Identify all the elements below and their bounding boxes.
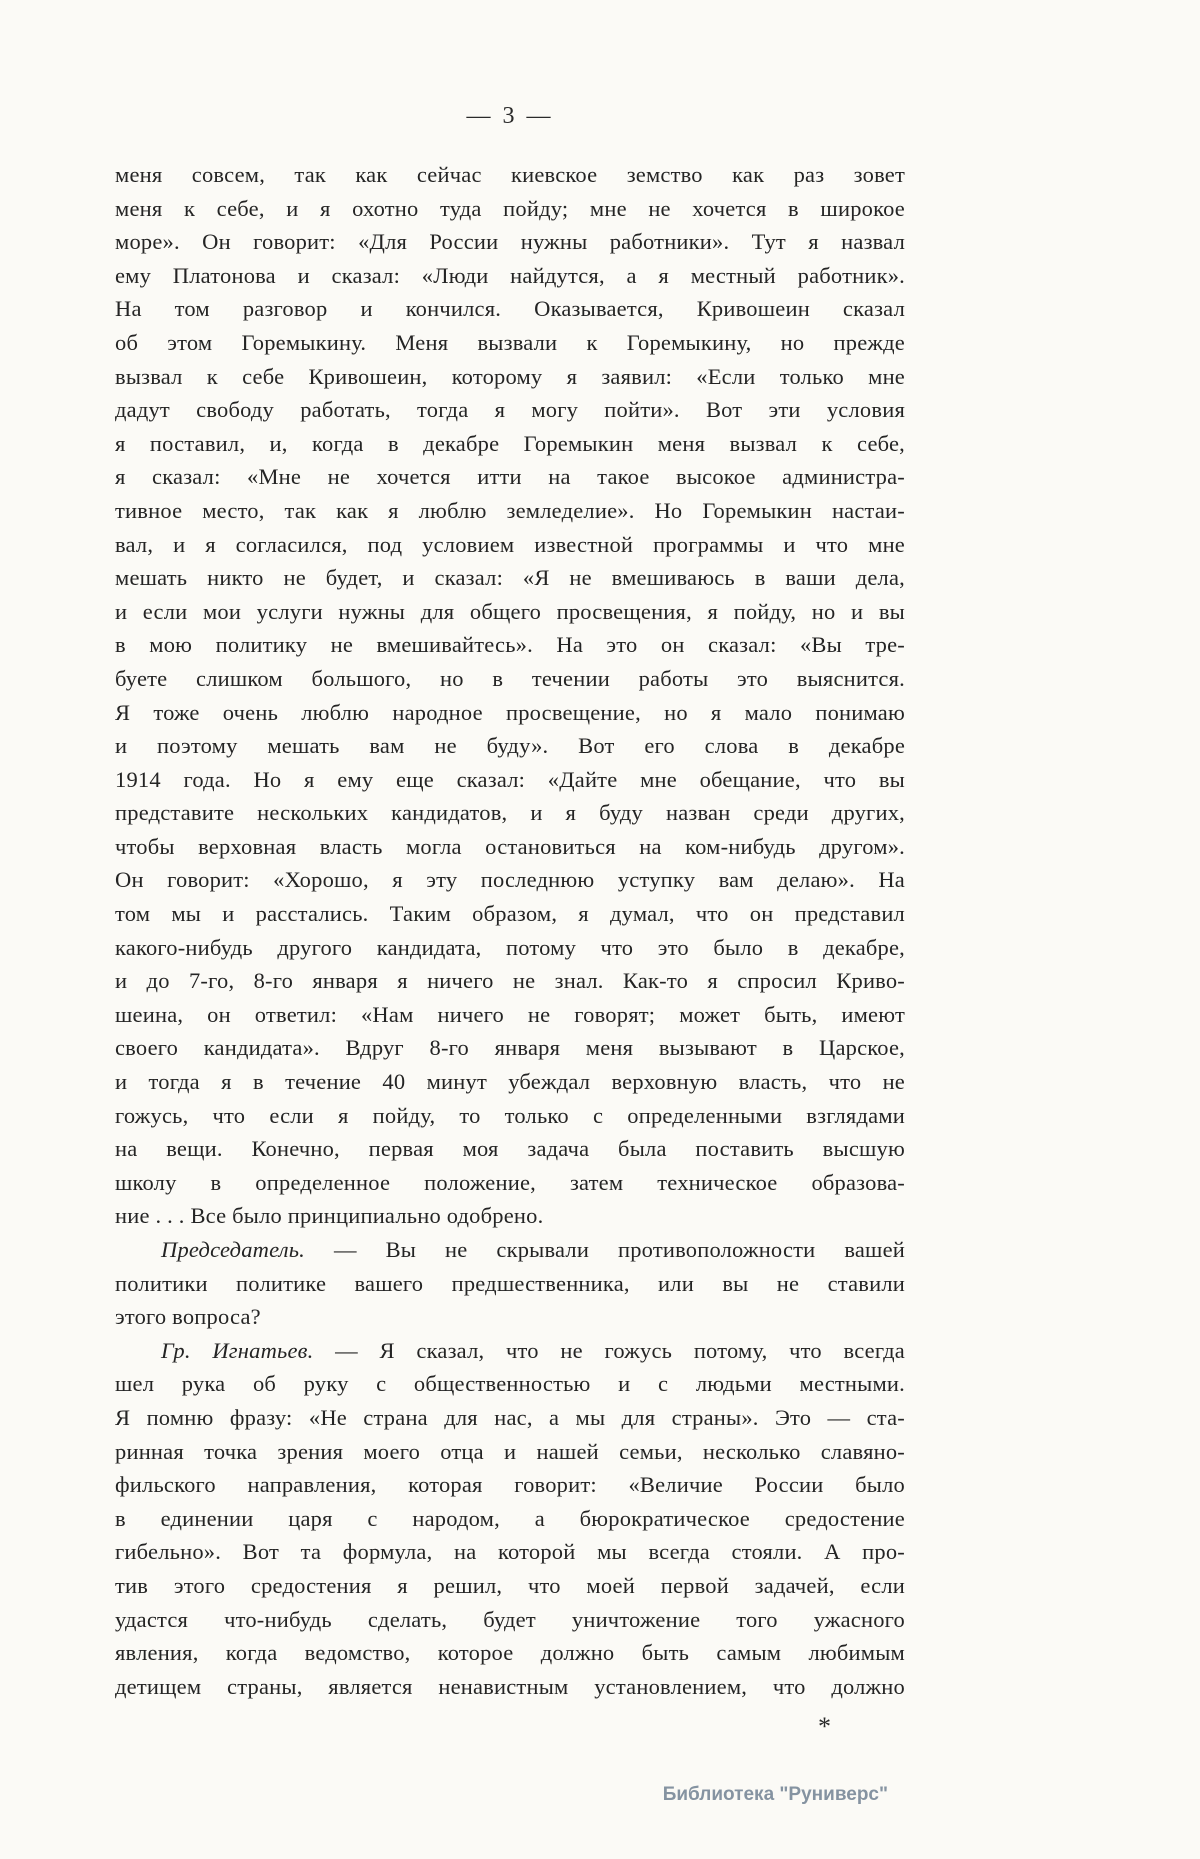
text-line: Я тоже очень люблю народное просвещение, но я мало понимаю bbox=[115, 699, 905, 725]
text-line: ринная точка зрения моего отца и нашей семьи, несколько славяно- bbox=[115, 1438, 905, 1464]
text-line: и если мои услуги нужны для общего просвещения, я пойду, но и вы bbox=[115, 598, 905, 624]
text-line: тив этого средостения я решил, что моей первой задачей, если bbox=[115, 1572, 905, 1598]
text-line: 1914 года. Но я ему еще сказал: «Дайте мне обещание, что вы bbox=[115, 766, 905, 792]
text-line: чтобы верховная власть могла остановиться на ком-нибудь другом». bbox=[115, 833, 905, 859]
text-line: На том разговор и кончился. Оказывается, Кривошеин сказал bbox=[115, 296, 905, 322]
text-line: Он говорит: «Хорошо, я эту последнюю уступку вам делаю». На bbox=[115, 867, 905, 893]
text-line: удастся что-нибудь сделать, будет уничтожение того ужасного bbox=[115, 1606, 905, 1632]
text-line: об этом Горемыкину. Меня вызвали к Горемыкину, но прежде bbox=[115, 329, 905, 355]
text-line: я поставил, и, когда в декабре Горемыкин меня вызвал к себе, bbox=[115, 430, 905, 456]
page-number: — 3 — bbox=[466, 103, 554, 129]
text-line: тивное место, так как я люблю земледелие». Но Горемыкин настаи- bbox=[115, 497, 905, 523]
text-line: в единении царя с народом, а бюрократическое средостение bbox=[115, 1505, 905, 1531]
text-line: на вещи. Конечно, первая моя задача была поставить высшую bbox=[115, 1136, 905, 1162]
speech-start: — Я сказал, что не гожусь потому, что всегда bbox=[313, 1337, 905, 1363]
text-line: я сказал: «Мне не хочется итти на такое высокое администра- bbox=[115, 464, 905, 490]
text-line: том мы и расстались. Таким образом, я думал, что он представил bbox=[115, 901, 905, 927]
paragraph-lines bbox=[115, 1267, 905, 1334]
page-body bbox=[115, 158, 905, 1703]
text-line bbox=[115, 1233, 905, 1267]
text-line: Я помню фразу: «Не страна для нас, а мы для страны». Это — ста- bbox=[115, 1404, 905, 1430]
text-line: шел рука об руку с общественностью и с людьми местными. bbox=[115, 1371, 905, 1397]
text-line: представите нескольких кандидатов, и я буду назван среди других, bbox=[115, 800, 905, 826]
text-line: гибельно». Вот та формула, на которой мы всегда стояли. А про- bbox=[115, 1539, 905, 1565]
text-line: явления, когда ведомство, которое должно быть самым любимым bbox=[115, 1640, 905, 1666]
paragraph-lines bbox=[115, 1367, 905, 1703]
text-line: в мою политику не вмешивайтесь». На это он сказал: «Вы тре- bbox=[115, 632, 905, 658]
text-line: и до 7-го, 8-го января я ничего не знал. Как-то я спросил Криво- bbox=[115, 968, 905, 994]
speaker-name: Гр. Игнатьев. bbox=[161, 1337, 314, 1363]
text-line: вал, и я согласился, под условием известной программы и что мне bbox=[115, 531, 905, 557]
footnote-asterisk: * bbox=[818, 1712, 831, 1741]
text-line: буете слишком большого, но в течении работы это выяснится. bbox=[115, 665, 905, 691]
text-line: меня к себе, и я охотно туда пойду; мне не хочется в широкое bbox=[115, 195, 905, 221]
text-line: море». Он говорит: «Для России нужны работники». Тут я назвал bbox=[115, 229, 905, 255]
text-line: меня совсем, так как сейчас киевское земство как раз зовет bbox=[115, 162, 905, 187]
paragraph-ignatiev bbox=[115, 1334, 905, 1704]
text-line: гожусь, что если я пойду, то только с определенными взглядами bbox=[115, 1102, 905, 1128]
paragraph-chairman bbox=[115, 1233, 905, 1334]
speech-start: — Вы не скрывали противоположности вашей bbox=[305, 1237, 905, 1262]
text-line: мешать никто не будет, и сказал: «Я не вмешиваюсь в ваши дела, bbox=[115, 565, 905, 591]
text-line: шеина, он ответил: «Нам ничего не говорят; может быть, имеют bbox=[115, 1001, 905, 1027]
text-line: и тогда я в течение 40 минут убеждал верховную власть, что не bbox=[115, 1069, 905, 1095]
text-line: и поэтому мешать вам не буду». Вот его слова в декабре bbox=[115, 733, 905, 759]
text-line: этого вопроса? bbox=[115, 1304, 261, 1330]
text-line: какого-нибудь другого кандидата, потому что это было в декабре, bbox=[115, 934, 905, 960]
text-line: вызвал к себе Кривошеин, которому я заявил: «Если только мне bbox=[115, 363, 905, 389]
text-line: детищем страны, является ненавистным установлением, что должно bbox=[115, 1673, 905, 1699]
text-line: своего кандидата». Вдруг 8-го января меня вызывают в Царское, bbox=[115, 1035, 905, 1061]
speaker-name: Председатель. bbox=[161, 1237, 306, 1262]
paragraph-continuation bbox=[115, 158, 905, 1233]
text-line: школу в определенное положение, затем техническое образова- bbox=[115, 1169, 905, 1195]
text-line: ние . . . Все было принципиально одобрено. bbox=[115, 1203, 544, 1229]
text-line bbox=[115, 1334, 905, 1368]
text-line: политики политике вашего предшественника, или вы не ставили bbox=[115, 1270, 905, 1296]
library-watermark: Библиотека "Руниверс" bbox=[662, 1784, 888, 1805]
text-line: дадут свободу работать, тогда я могу пойти». Вот эти условия bbox=[115, 397, 905, 423]
text-line: фильского направления, которая говорит: «Величие России было bbox=[115, 1472, 905, 1498]
text-line: ему Платонова и сказал: «Люди найдутся, а я местный работник». bbox=[115, 262, 905, 288]
